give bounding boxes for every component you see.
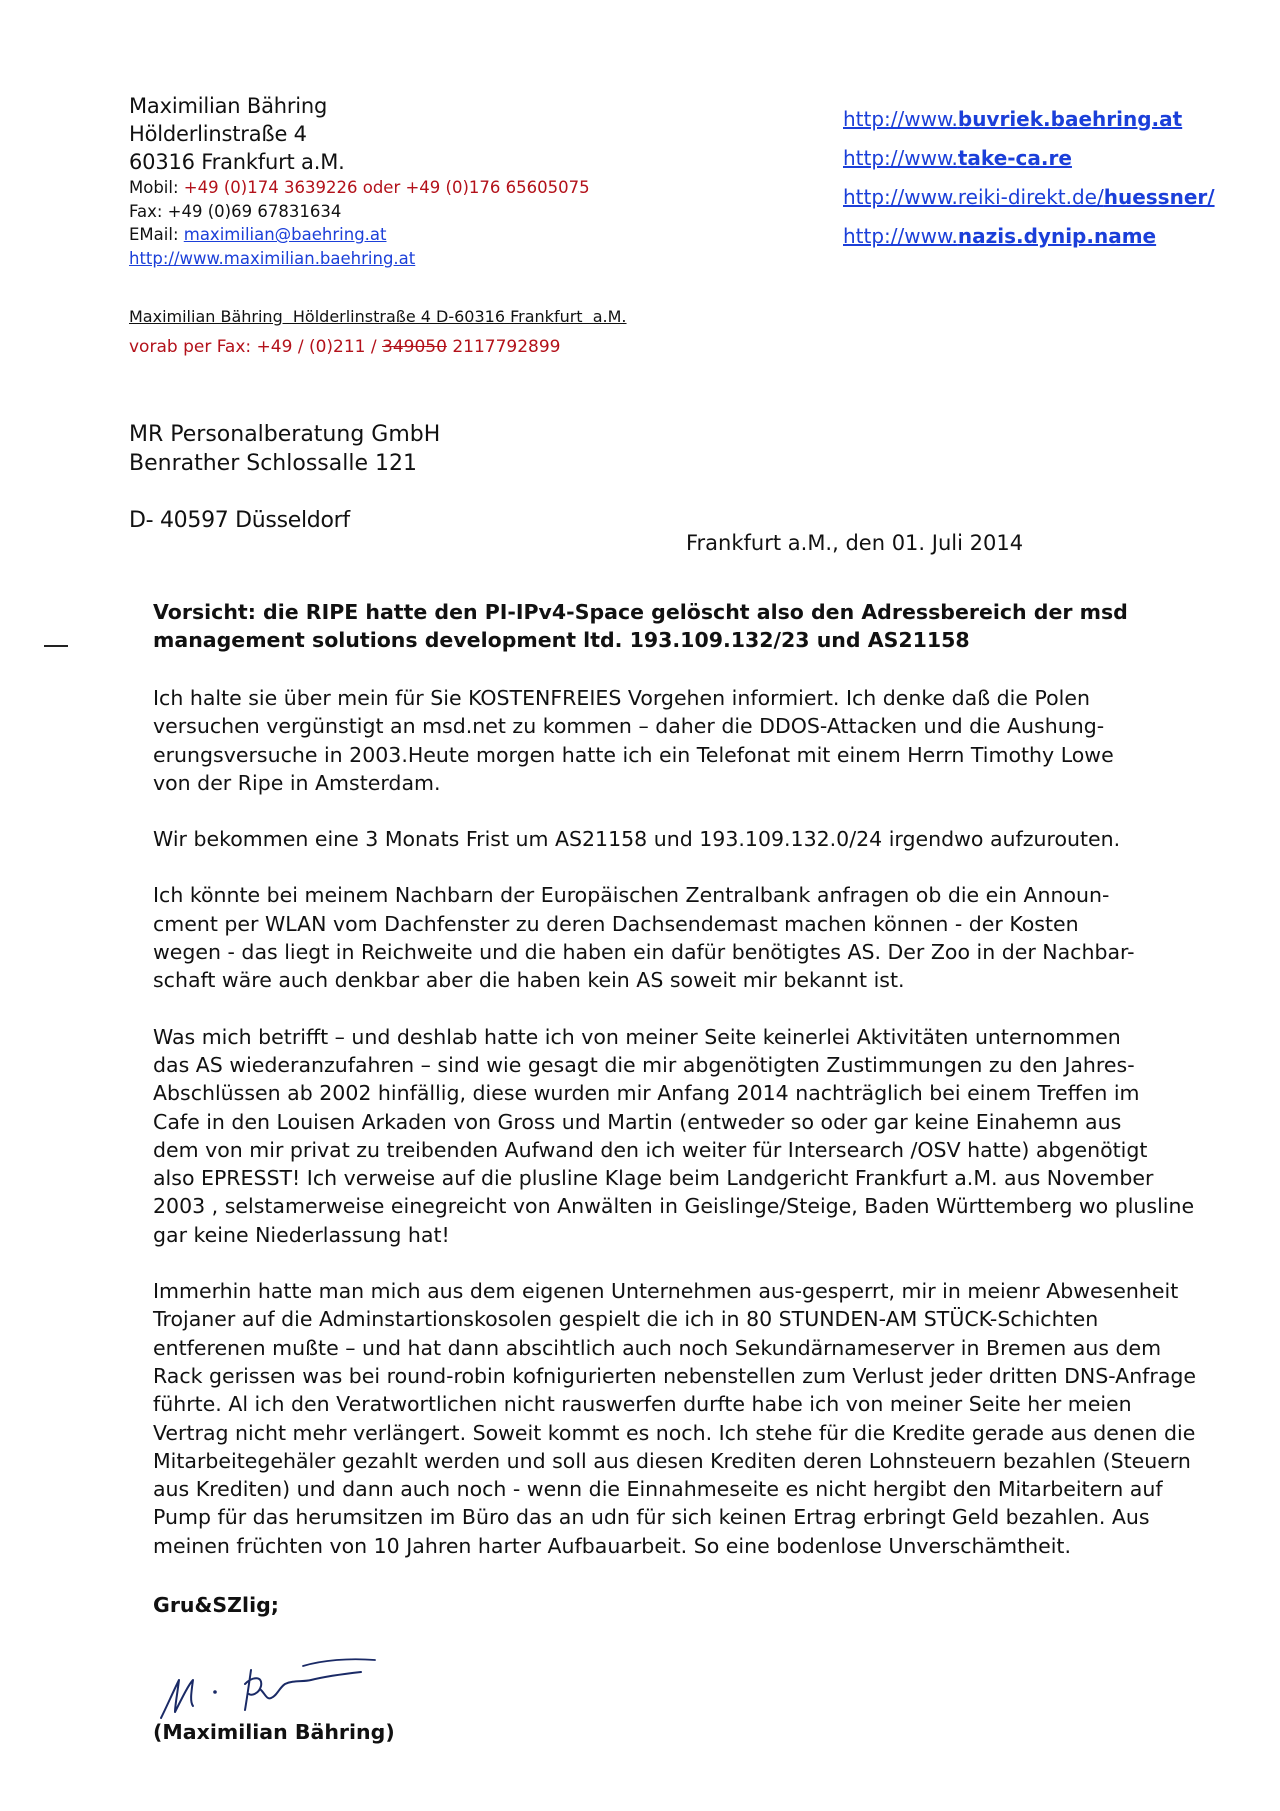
sender-street: Hölderlinstraße 4: [129, 122, 307, 146]
sender-email: EMail: maximilian@baehring.at: [129, 225, 387, 244]
email-link[interactable]: maximilian@baehring.at: [183, 225, 387, 244]
letter-body: [153, 684, 1197, 1588]
sender-web: [129, 247, 590, 271]
fax-label: vorab per Fax:: [129, 337, 252, 357]
web-link[interactable]: http://www.maximilian.baehring.at: [129, 248, 416, 268]
fax-number: 2117792899: [452, 337, 561, 357]
link-reiki[interactable]: http://www.reiki-direkt.de/huessner/: [843, 185, 1215, 209]
fax-line: [129, 337, 561, 357]
sender-fax: Fax: +49 (0)69 67831634: [129, 201, 342, 221]
recipient-city: D- 40597 Düsseldorf: [129, 508, 350, 533]
recipient-street: Benrather Schlossalle 121: [129, 451, 417, 476]
sender-name: Maximilian Bähring: [129, 94, 328, 118]
paragraph: Ich könnte bei meinem Nachbarn der Europäischen Zentralbank anfragen ob die ein Announ- cment per WLAN vom Dachfenster zu deren Dachsendemast machen können - der Kosten wegen - das liegt in Reichweite und die haben ein dafür benötigtes AS. Der Zoo in der Nachbar- schaft wäre auch denkbar aber die haben kein AS soweit mir bekannt ist.: [153, 883, 1135, 993]
sender-address: [129, 92, 590, 270]
fold-mark: [44, 645, 68, 647]
fax-struck-number: 349050: [382, 337, 447, 357]
paragraph: Wir bekommen eine 3 Monats Frist um AS21158 und 193.109.132.0/24 irgendwo aufzurouten.: [153, 827, 1121, 852]
sender-city: 60316 Frankfurt a.M.: [129, 150, 345, 174]
link-list: [843, 100, 1215, 256]
signature-name: (Maximilian Bähring): [153, 1720, 395, 1744]
paragraph: Ich halte sie über mein für Sie KOSTENFREIES Vorgehen informiert. Ich denke daß die Polen versuchen vergünstigt an msd.net zu kommen – daher die DDOS-Attacken und die Aushung- erungsversuche in 2003.Heute morgen hatte ich ein Telefonat mit einem Herrn Timothy Lowe von der Ripe in Amsterdam.: [153, 686, 1114, 795]
fax-prefix: +49 / (0)211 /: [256, 337, 377, 357]
subject-line: Vorsicht: die RIPE hatte den PI-IPv4-Space gelöscht also den Adressbereich der msd management solutions development ltd. 193.109.132/23 und AS21158: [153, 600, 1128, 652]
paragraph: Immerhin hatte man mich aus dem eigenen Unternehmen aus-gesperrt, mir in meienr Abwesenheit Trojaner auf die Adminstartionskosolen gespielt die ich in 80 STUNDEN-AM STÜCK-Schichten entferenen mußte – und hat dann abscihtlich auch noch Sekundärnameserver in Bremen aus dem Rack gerissen was bei round-robin kofnigurierten nebenstellen zum Verlust jeder dritten DNS-Anfrage führte. Al ich den Veratwortlichen nicht rauswerfen durfte habe ich von meiner Seite her meien Vertrag nicht mehr verlängert. Soweit kommt es noch. Ich stehe für die Kredite gerade aus denen die Mitarbeitegehäler gezahlt werden und soll aus diesen Krediten deren Lohnsteuern bezahlen (Steuern aus Krediten) und dann auch noch - wenn die Einnahmeseite es nicht hergibt den Mitarbeitern auf Pump für das herumsitzen im Büro das an udn für sich keinen Ertrag erbringt Geld bezahlen. Aus meinen früchten von 10 Jahren harter Aufbauarbeit. So eine bodenlose Unverschämtheit.: [153, 1279, 1197, 1558]
letter-date: Frankfurt a.M., den 01. Juli 2014: [686, 531, 1024, 555]
return-address: Maximilian Bähring Hölderlinstraße 4 D-60316 Frankfurt a.M.: [129, 307, 627, 326]
link-nazis-dynip[interactable]: http://www.nazis.dynip.name: [843, 224, 1157, 248]
recipient-address: [129, 420, 440, 478]
greeting: Gru&SZlig;: [153, 1593, 279, 1617]
link-buvriek[interactable]: http://www.buvriek.baehring.at: [843, 107, 1183, 131]
recipient-company: MR Personalberatung GmbH: [129, 422, 441, 447]
paragraph: Was mich betrifft – und deshlab hatte ich von meiner Seite keinerlei Aktivitäten unternommen das AS wiederanzufahren – sind wie gesagt die mir abgenötigten Zustimmungen zu den Jahres- Abschlüssen ab 2002 hinfällig, diese wurden mir Anfang 2014 nachträglich bei einem Treffen im Cafe in den Louisen Arkaden von Gross und Martin (entweder so oder gar keine Einahemn aus dem von mir privat zu treibenden Aufwand den ich weiter für Intersearch /OSV hatte) abgenötigt also EPRESST! Ich verweise auf die plusline Klage beim Landgericht Frankfurt a.M. aus November 2003 , selstamerweise einegreicht von Anwälten in Geislinge/Steige, Baden Württemberg wo plusline gar keine Niederlassung hat!: [153, 1024, 1195, 1247]
link-take-care[interactable]: http://www.take-ca.re: [843, 146, 1072, 170]
sender-mobile: Mobil: +49 (0)174 3639226 oder +49 (0)176 65605075: [129, 178, 590, 197]
